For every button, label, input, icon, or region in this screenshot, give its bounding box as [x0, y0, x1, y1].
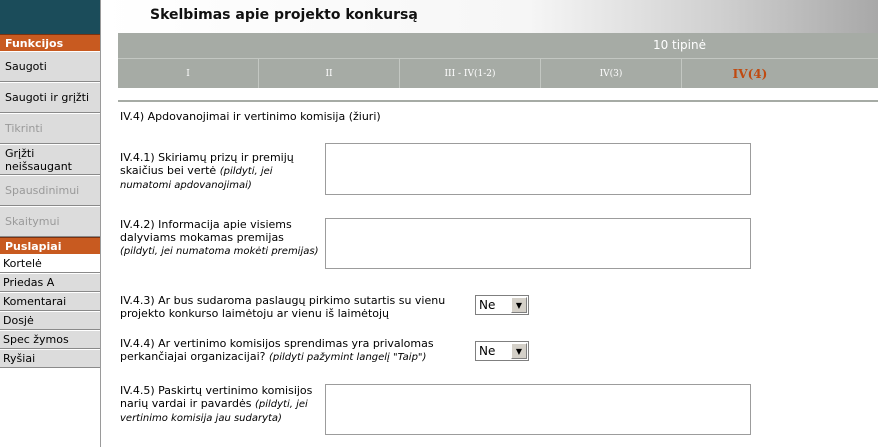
sidebar-top-bar — [0, 0, 100, 34]
read-only-button: Skaitymui — [0, 206, 100, 237]
check-button: Tikrinti — [0, 113, 100, 144]
sidebar-item-spec-zymos[interactable]: Spec žymos — [0, 330, 100, 349]
sidebar-item-dosje[interactable]: Dosjė — [0, 311, 100, 330]
section-title: IV.4) Apdovanojimai ir vertinimo komisija (žiuri) — [120, 110, 381, 123]
divider — [118, 100, 878, 102]
q2-hint: (pildyti, jei numatoma mokėti premijas) — [120, 246, 319, 257]
q3-label — [120, 294, 470, 320]
contract-select-value: Ne — [479, 298, 496, 312]
form-type-label: 10 tipinė — [652, 38, 706, 52]
chevron-down-icon[interactable]: ▼ — [511, 297, 527, 313]
save-and-return-button[interactable]: Saugoti ir grįžti — [0, 82, 100, 113]
q1-hint: (pildyti, jei numatomi apdovanojimai) — [120, 166, 273, 191]
q1-label-text: IV.4.1) Skiriamų prizų ir premijų skaičius bei vertė — [120, 151, 294, 177]
q4-hint: (pildyti pažymint langelį "Taip") — [268, 352, 427, 363]
tab-iv-3[interactable]: IV(3) — [541, 59, 682, 88]
print-button: Spausdinimui — [0, 175, 100, 206]
q4-label — [120, 337, 470, 364]
contract-select[interactable] — [475, 295, 529, 315]
return-without-saving-button[interactable]: Grįžti neišsaugant — [0, 144, 100, 175]
jury-members-textarea[interactable] — [325, 384, 751, 435]
sidebar-item-priedas-a[interactable]: Priedas A — [0, 273, 100, 292]
q2-label — [120, 218, 320, 258]
q5-hint: (pildyti, jei vertinimo komisija jau sudaryta) — [120, 399, 308, 424]
pages-section-title: Puslapiai — [0, 237, 100, 254]
premiums-textarea[interactable] — [325, 218, 751, 269]
sidebar-item-komentarai[interactable]: Komentarai — [0, 292, 100, 311]
functions-section-title: Funkcijos — [0, 34, 100, 51]
page-header — [101, 0, 878, 33]
q3-label-text: IV.4.3) Ar bus sudaroma paslaugų pirkimo sutartis su vienu projekto konkurso laimėtoju ar vienu iš laimėtojų — [120, 294, 446, 320]
q4-label-text: IV.4.4) Ar vertinimo komisijos sprendimas yra privalomas perkančiajai organizacijai? — [120, 337, 434, 363]
q5-label — [120, 384, 320, 425]
tab-ii[interactable]: II — [259, 59, 400, 88]
prizes-textarea[interactable] — [325, 143, 751, 195]
q1-label — [120, 151, 320, 192]
chevron-down-icon[interactable]: ▼ — [511, 343, 527, 359]
q5-label-text: IV.4.5) Paskirtų vertinimo komisijos narių vardai ir pavardės — [120, 384, 313, 410]
tab-i[interactable]: I — [118, 59, 259, 88]
tab-row — [118, 58, 878, 88]
q2-label-text: IV.4.2) Informacija apie visiems dalyviams mokamas premijas — [120, 218, 292, 244]
tab-iv-4[interactable]: IV(4) — [732, 66, 768, 81]
page-title: Skelbimas apie projekto konkursą — [150, 7, 418, 23]
jury-binding-select-value: Ne — [479, 344, 496, 358]
sidebar-item-kortele[interactable]: Kortelė — [0, 254, 100, 273]
sidebar — [0, 0, 101, 447]
section-tabs — [118, 33, 878, 88]
sidebar-item-rysiai[interactable]: Ryšiai — [0, 349, 100, 368]
save-button[interactable]: Saugoti — [0, 51, 100, 82]
tab-iii-iv-1-2[interactable]: III - IV(1-2) — [400, 59, 541, 88]
jury-binding-select[interactable] — [475, 341, 529, 361]
